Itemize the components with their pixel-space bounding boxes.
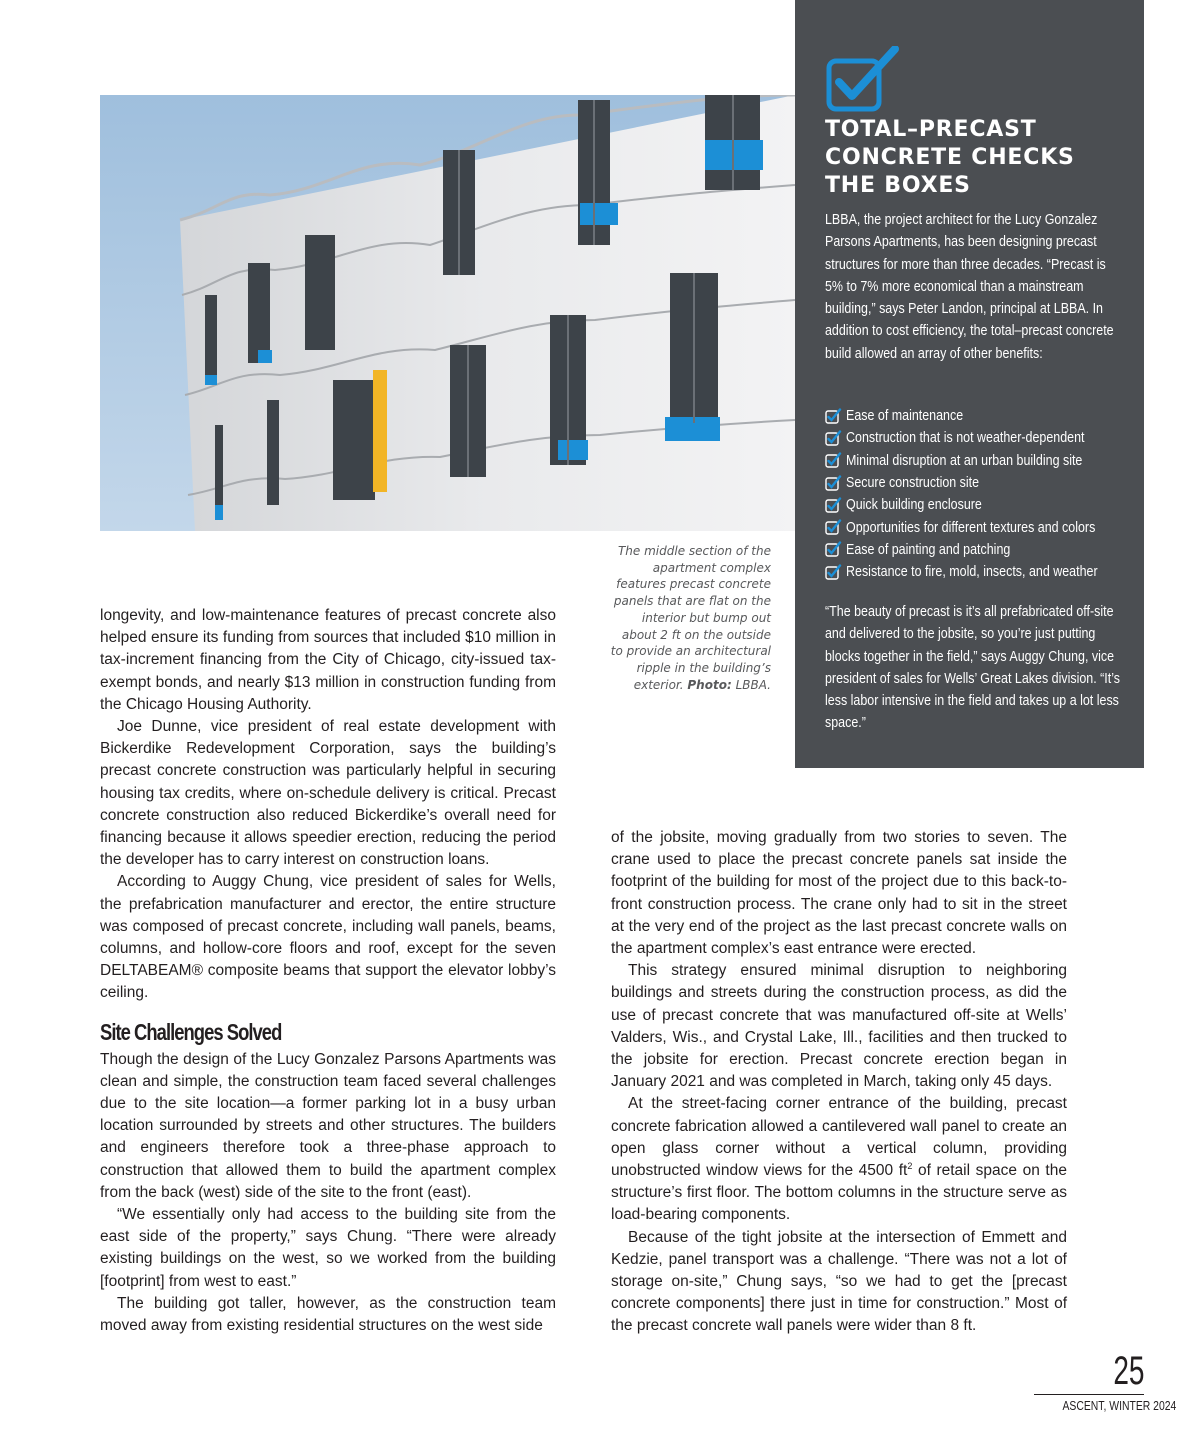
checkbox-check-icon: [825, 408, 842, 425]
paragraph: [611, 1093, 1067, 1226]
sidebar-title: TOTAL–PRECAST CONCRETE CHECKS THE BOXES: [825, 117, 1075, 198]
article-column-left: [100, 605, 556, 1337]
paragraph: Because of the tight jobsite at the intersection of Emmett and Kedzie, panel transport was a challenge. “There was not a lot of storage on-site,” Chung says, “so we had to get the [precast concrete components] there just in time for construction.” Most of the precast concrete wall panels were wider than 8 ft.: [611, 1228, 1067, 1335]
benefit-text: Ease of maintenance: [846, 408, 964, 425]
photo-credit: LBBA.: [735, 677, 771, 692]
photo-caption: [608, 543, 771, 693]
page-number: 25: [1112, 1349, 1144, 1393]
checkbox-check-icon: [825, 430, 842, 447]
paragraph: This strategy ensured minimal disruption to neighboring buildings and streets during the construction process, as did the use of precast concrete that was manufactured off-site at Wells’ Valders, Wis., and Crystal Lake, Ill., facilities and then trucked to the jobsite for erection. Precast concrete erection began in January 2021 and was completed in March, taking only 45 days.: [611, 962, 1067, 1091]
paragraph-text: At the street-facing corner entrance of the building, precast concrete fabrication allowed a cantilevered wall panel to create an open glass corner without a vertical column, providing unobstructed window views for the 4500 ft: [611, 1095, 1067, 1180]
sidebar-quote: “The beauty of precast is it’s all prefabricated off-site and delivered to the jobsite, so you’re just putting blocks together in the field,” says Auggy Chung, vice president of sales for Wells’ Great Lakes division. “It’s less labor intensive in the field and takes up a lot less space.”: [825, 604, 1121, 732]
article-column-right: [611, 827, 1067, 1338]
checkbox-check-icon: [825, 519, 842, 536]
sidebar-box: [795, 0, 1144, 768]
paragraph: longevity, and low-maintenance features of precast concrete also helped ensure its funding from sources that included $10 million in tax-increment financing from the City of Chicago, city-issued tax-exempt bonds, and nearly $13 million in construction funding from the Chicago Housing Authority.: [100, 607, 556, 713]
benefit-text: Construction that is not weather-dependent: [846, 430, 1085, 447]
page-footer: [1034, 1349, 1177, 1415]
checkbox-check-icon: [825, 564, 842, 581]
list-item: [825, 539, 1139, 561]
benefit-text: Quick building enclosure: [846, 497, 982, 514]
building-photo: [100, 95, 795, 531]
benefits-list: [825, 405, 1139, 583]
paragraph: Though the design of the Lucy Gonzalez Parsons Apartments was clean and simple, the construction team faced several challenges due to the site location—a former parking lot in a busy urban location surrounded by streets and other structures. The builders and engineers therefore took a three-phase approach to construction that allowed them to build the apartment complex from the back (west) side of the site to the front (east).: [100, 1050, 556, 1201]
list-item: [825, 405, 1139, 427]
paragraph: The building got taller, however, as the construction team moved away from existing residential structures on the west side: [100, 1294, 556, 1335]
checkbox-check-icon: [825, 452, 842, 469]
section-heading: Site Challenges Solved: [100, 1018, 282, 1045]
checkbox-check-icon: [825, 541, 842, 558]
list-item: [825, 427, 1139, 449]
list-item: [825, 494, 1139, 516]
benefit-text: Minimal disruption at an urban building site: [846, 452, 1083, 469]
benefit-text: Secure construction site: [846, 475, 980, 492]
checkbox-check-icon: [825, 475, 842, 492]
paragraph-text: of retail space on the structure’s first floor. The bottom columns in the structure serve as load-bearing components.: [611, 1162, 1067, 1224]
paragraph: of the jobsite, moving gradually from two stories to seven. The crane used to place the precast concrete panels sat inside the footprint of the building for most of the project due to this back-to-front construction process. The crane only had to sit in the street at the very end of the project as the last precast concrete walls on the apartment complex’s east entrance were erected.: [611, 829, 1067, 958]
checkbox-check-icon: [825, 46, 899, 114]
list-item: [825, 516, 1139, 538]
sidebar-intro: LBBA, the project architect for the Lucy Gonzalez Parsons Apartments, has been designing precast structures for more than three decades. “Precast is 5% to 7% more economical than a mainstream building,” says Peter Landon, principal at LBBA. In addition to cost efficiency, the total–precast concrete build allowed an array of other benefits:: [825, 212, 1114, 362]
paragraph: Joe Dunne, vice president of real estate development with Bickerdike Redevelopment Corporation, says the building’s precast concrete construction was particularly helpful in securing housing tax credits, where on-schedule delivery is critical. Precast concrete construction also reduced Bickerdike’s overall need for financing because it allows speedier erection, reducing the period the developer has to carry interest on construction loans.: [100, 718, 556, 869]
paragraph: According to Auggy Chung, vice president of sales for Wells, the prefabrication manufacturer and erector, the entire structure was composed of precast concrete, including wall panels, beams, columns, and hollow-core floors and roof, except for the seven DELTABEAM® composite beams that support the elevator lobby’s ceiling.: [100, 873, 556, 1002]
photo-credit-label: Photo:: [687, 677, 732, 692]
caption-text: The middle section of the apartment complex features precast concrete panels that are flat on the interior but bump out about 2 ft on the outside to provide an architectural ripple in the building’s exterior.: [610, 544, 771, 692]
superscript: 2: [907, 1160, 913, 1171]
checkbox-check-icon: [825, 497, 842, 514]
benefit-text: Opportunities for different textures and colors: [846, 519, 1096, 536]
list-item: [825, 472, 1139, 494]
paragraph: “We essentially only had access to the building site from the east side of the property,” says Chung. “There were already existing buildings on the west, so we worked from the building [footprint] from west to east.”: [100, 1206, 556, 1290]
benefit-text: Ease of painting and patching: [846, 541, 1011, 558]
list-item: [825, 450, 1139, 472]
issue-label: ASCENT, WINTER 2024: [1062, 1398, 1177, 1413]
list-item: [825, 561, 1139, 583]
benefit-text: Resistance to fire, mold, insects, and weather: [846, 564, 1098, 581]
